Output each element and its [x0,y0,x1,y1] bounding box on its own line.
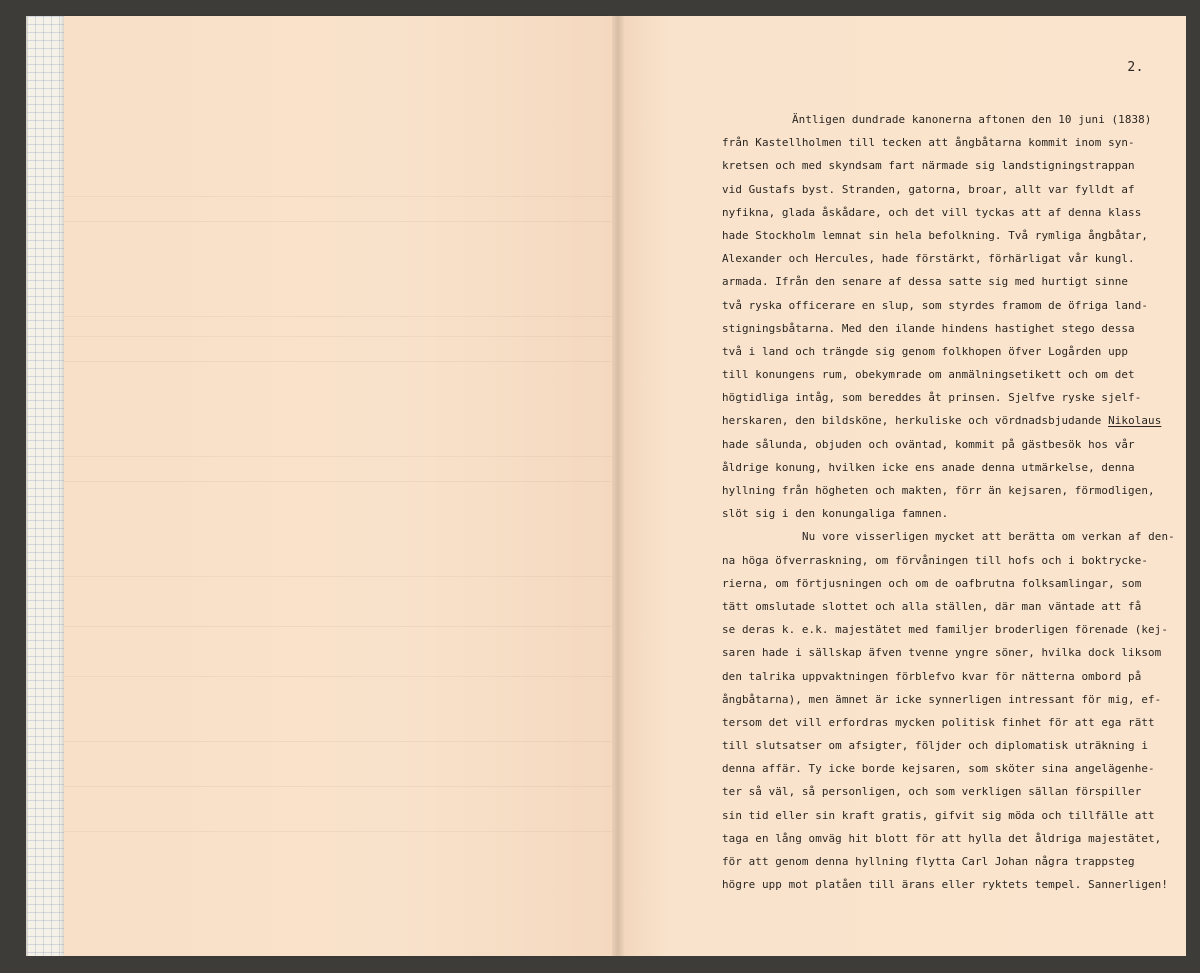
text-line: tersom det vill erfordras mycken politisk finhet för att ega rätt [722,715,1155,729]
text-line: till konungens rum, obekymrade om anmälningsetikett och om det [722,368,1135,382]
text-line: herskaren, den bildsköne, herkuliske och vördnadsbjudande Nikolaus [722,414,1162,428]
text-line: ångbåtarna), men ämnet är icke synnerligen intressant för mig, ef- [722,692,1162,706]
text-line: sin tid eller sin kraft gratis, gifvit sig möda och tillfälle att [722,808,1155,822]
text-line: hade sålunda, objuden och oväntad, kommit på gästbesök hos vår [722,437,1135,451]
text-line: denna affär. Ty icke borde kejsaren, som sköter sina angelägenhe- [722,762,1155,776]
typewritten-text [722,108,1182,896]
text-line: två i land och trängde sig genom folkhopen öfver Logården upp [722,344,1129,358]
text-line: Alexander och Hercules, hade förstärkt, förhärligat vår kungl. [722,252,1135,266]
text-line: Äntligen dundrade kanonerna aftonen den 10 juni (1838) [792,113,1152,126]
underlined-name: Nikolaus [1108,414,1162,428]
text-line: två ryska officerare en slup, som styrdes framom de öfriga land- [722,298,1149,312]
page-number: 2. [1127,60,1144,75]
text-line: ter så väl, så personligen, och som verkligen sällan förspiller [722,785,1142,799]
text-line: armada. Ifrån den senare af dessa satte sig med hurtigt sinne [722,275,1129,289]
text-line: vid Gustafs byst. Stranden, gatorna, broar, allt var fylldt af [722,182,1135,196]
text-line: tätt omslutade slottet och alla ställen, där man väntade att få [722,599,1142,613]
text-line: Nu vore visserligen mycket att berätta om verkan af den- [802,530,1175,544]
text-line: från Kastellholmen till tecken att ångbåtarna kommit inom syn- [722,136,1135,150]
text-line: för att genom denna hyllning flytta Carl Johan några trappsteg [722,855,1135,868]
text-line: saren hade i sällskap äfven tvenne yngre söner, hvilka dock liksom [722,646,1162,660]
text-line: se deras k. e.k. majestätet med familjer broderligen förenade (kej- [722,623,1168,637]
text-line: slöt sig i den konungaliga famnen. [722,507,949,521]
text-line: hyllning från högheten och makten, förr än kejsaren, förmodligen, [722,484,1155,497]
text-line: den talrika uppvaktningen förblefvo kvar för nätterna ombord på [722,669,1142,683]
text-line: taga en lång omväg hit blott för att hylla det åldriga majestätet, [722,831,1162,845]
text-line: åldrige konung, hvilken icke ens anade denna utmärkelse, denna [722,460,1135,474]
text-line: högre upp mot platåen till ärans eller ryktets tempel. Sannerligen! [722,878,1168,892]
text-line: stigningsbåtarna. Med den ilande hindens hastighet stego dessa [722,321,1135,335]
text-line: nyfikna, glada åskådare, och det vill tyckas att af denna klass [722,205,1142,219]
text-line: kretsen och med skyndsam fart närmade sig landstigningstrappan [722,159,1135,173]
left-page [64,16,612,956]
book-gutter [612,16,624,956]
right-page [624,16,1186,956]
text-line: högtidliga intåg, som bereddes åt prinsen. Sjelfve ryske sjelf- [722,391,1142,405]
text-line: na höga öfverraskning, om förvåningen till hofs och i boktrycke- [722,553,1149,567]
text-line: till slutsatser om afsigter, följder och diplomatisk uträkning i [722,739,1149,753]
text-line: hade Stockholm lemnat sin hela befolkning. Två rymliga ångbåtar, [722,228,1149,242]
text-line: rierna, om förtjusningen och om de oafbrutna folksamlingar, som [722,576,1142,590]
